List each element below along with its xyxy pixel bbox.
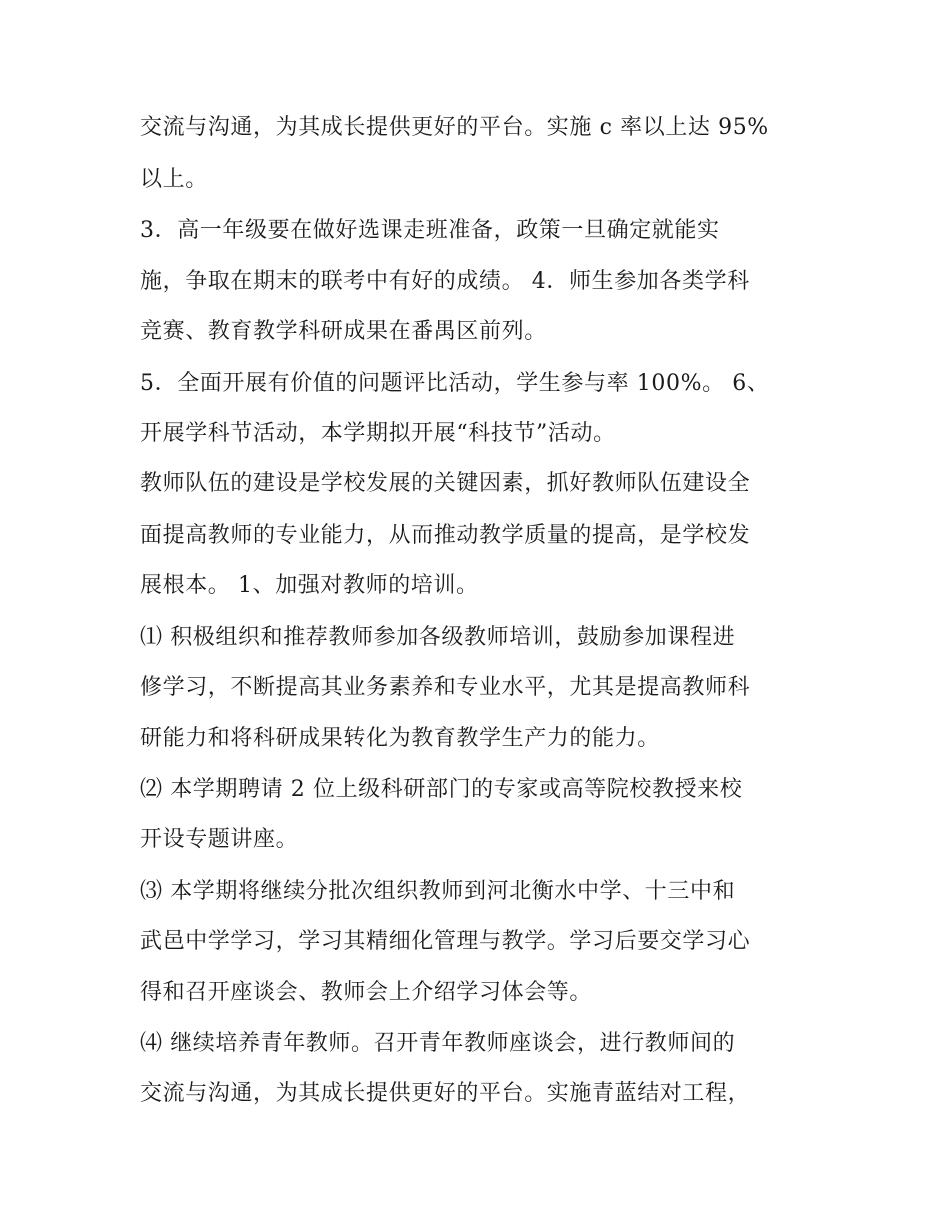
text-line: ⑶ 本学期将继续分批次组织教师到河北衡水中学、十三中和 [140,879,736,904]
text-line: 交流与沟通，为其成长提供更好的平台。实施 c 率以上达 95% [140,115,769,140]
text-line: 5．全面开展有价值的问题评比活动，学生参与率 100%。 6、 [140,371,770,396]
text-line: 开展学科节活动，本学期拟开展“科技节”活动。 [140,421,616,446]
text-line: 教师队伍的建设是学校发展的关键因素，抓好教师队伍建设全 [140,471,751,496]
text-line: 以上。 [140,167,208,192]
text-line: 得和召开座谈会、教师会上介绍学习体会等。 [140,980,593,1005]
text-line: 展根本。 1、加强对教师的培训。 [140,573,479,598]
text-line: ⑴ 积极组织和推荐教师参加各级教师培训，鼓励参加课程进 [140,625,736,650]
text-line: 交流与沟通，为其成长提供更好的平台。实施青蓝结对工程， [140,1081,751,1106]
text-line: 研能力和将科研成果转化为教育教学生产力的能力。 [140,726,660,751]
text-line: 施，争取在期末的联考中有好的成绩。 4．师生参加各类学科 [140,269,750,294]
text-line: ⑷ 继续培养青年教师。召开青年教师座谈会，进行教师间的 [140,1031,736,1056]
text-line: 武邑中学学习，学习其精细化管理与教学。学习后要交学习心 [140,929,751,954]
text-line: 修学习，不断提高其业务素养和专业水平，尤其是提高教师科 [140,675,751,700]
text-line: 面提高教师的专业能力，从而推动教学质量的提高，是学校发 [140,523,751,548]
text-line: ⑵ 本学期聘请 2 位上级科研部门的专家或高等院校教授来校 [140,777,743,802]
text-line: 竞赛、教育教学科研成果在番禺区前列。 [140,319,547,344]
text-line: 开设专题讲座。 [140,827,299,852]
text-line: 3．高一年级要在做好选课走班准备，政策一旦确定就能实 [140,218,720,243]
